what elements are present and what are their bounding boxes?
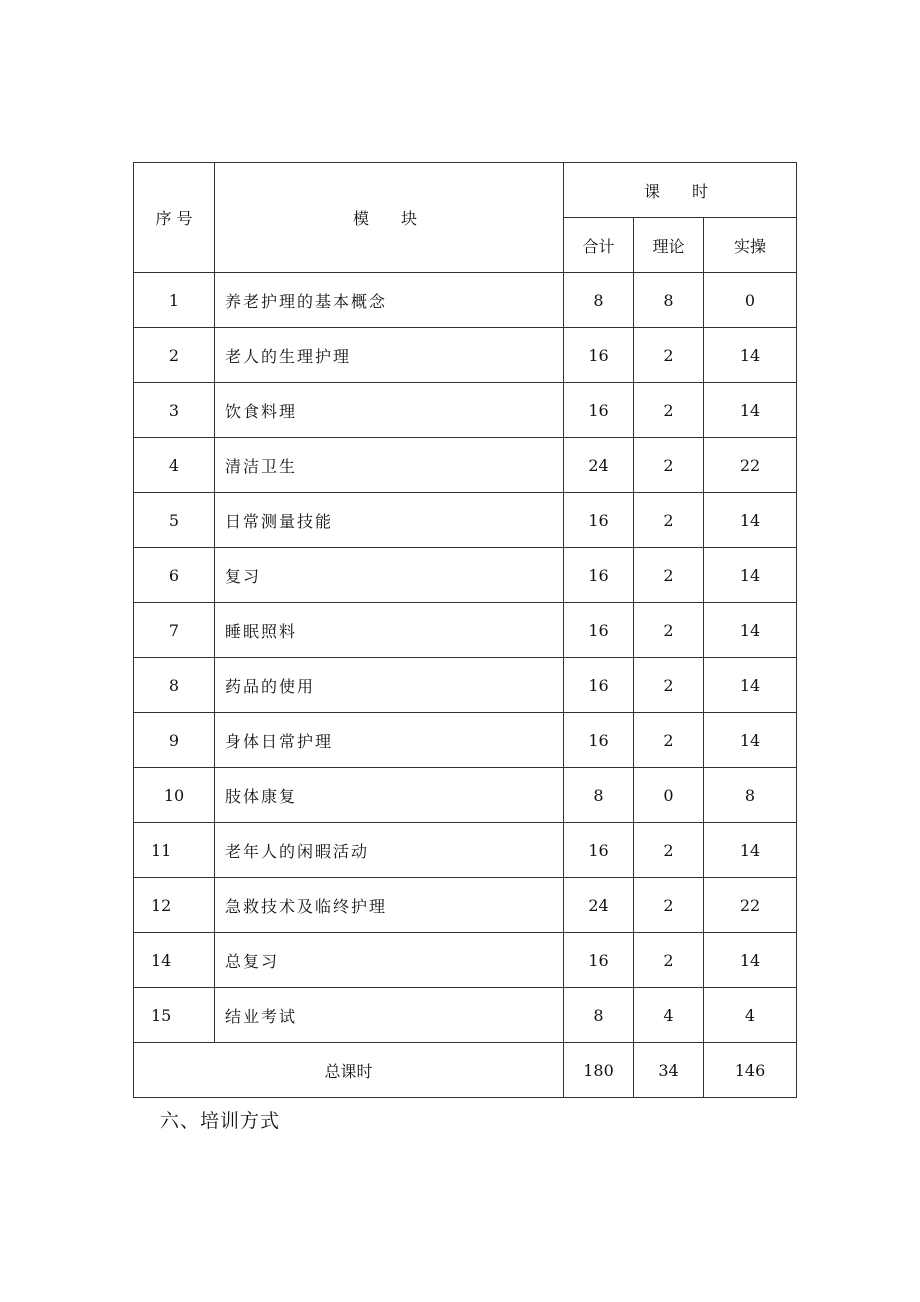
table-row [134, 548, 797, 603]
row-module: 急救技术及临终护理 [215, 878, 564, 933]
row-seq: 15 [134, 988, 215, 1043]
table-row [134, 438, 797, 493]
row-theory: 2 [634, 493, 704, 548]
header-practice: 实操 [704, 218, 797, 273]
header-seq: 序 号 [134, 163, 215, 273]
row-practice: 22 [704, 438, 797, 493]
row-total: 24 [564, 438, 634, 493]
table-row [134, 823, 797, 878]
course-hours-table [133, 162, 797, 1098]
row-seq: 1 [134, 273, 215, 328]
row-module: 清洁卫生 [215, 438, 564, 493]
row-total: 16 [564, 603, 634, 658]
row-seq: 7 [134, 603, 215, 658]
row-practice: 14 [704, 383, 797, 438]
row-practice: 14 [704, 603, 797, 658]
table-row [134, 383, 797, 438]
row-module: 肢体康复 [215, 768, 564, 823]
row-total: 8 [564, 273, 634, 328]
row-seq: 8 [134, 658, 215, 713]
row-practice: 14 [704, 328, 797, 383]
row-theory: 2 [634, 713, 704, 768]
row-seq: 6 [134, 548, 215, 603]
row-practice: 14 [704, 933, 797, 988]
row-module: 睡眠照料 [215, 603, 564, 658]
row-theory: 8 [634, 273, 704, 328]
table-row [134, 933, 797, 988]
row-theory: 2 [634, 658, 704, 713]
table-row [134, 328, 797, 383]
row-seq: 2 [134, 328, 215, 383]
table-row [134, 878, 797, 933]
row-total: 8 [564, 988, 634, 1043]
row-seq: 11 [134, 823, 215, 878]
row-total: 16 [564, 823, 634, 878]
section-heading: 六、培训方式 [160, 1110, 281, 1132]
summary-total: 180 [564, 1043, 634, 1098]
table-row [134, 768, 797, 823]
row-seq: 5 [134, 493, 215, 548]
row-module: 总复习 [215, 933, 564, 988]
row-theory: 2 [634, 438, 704, 493]
row-total: 16 [564, 658, 634, 713]
row-module: 身体日常护理 [215, 713, 564, 768]
row-seq: 12 [134, 878, 215, 933]
row-total: 16 [564, 383, 634, 438]
row-practice: 14 [704, 548, 797, 603]
row-total: 16 [564, 328, 634, 383]
row-practice: 14 [704, 658, 797, 713]
table-row [134, 658, 797, 713]
row-theory: 2 [634, 328, 704, 383]
row-practice: 4 [704, 988, 797, 1043]
row-module: 老年人的闲暇活动 [215, 823, 564, 878]
row-seq: 3 [134, 383, 215, 438]
row-module: 老人的生理护理 [215, 328, 564, 383]
row-practice: 14 [704, 493, 797, 548]
row-theory: 2 [634, 548, 704, 603]
row-practice: 8 [704, 768, 797, 823]
row-theory: 2 [634, 603, 704, 658]
row-theory: 2 [634, 823, 704, 878]
row-module: 结业考试 [215, 988, 564, 1043]
row-theory: 4 [634, 988, 704, 1043]
header-module: 模 块 [215, 163, 564, 273]
row-total: 16 [564, 933, 634, 988]
row-module: 复习 [215, 548, 564, 603]
row-total: 8 [564, 768, 634, 823]
row-theory: 2 [634, 383, 704, 438]
summary-theory: 34 [634, 1043, 704, 1098]
table-header-row [134, 163, 797, 218]
row-theory: 2 [634, 933, 704, 988]
row-theory: 2 [634, 878, 704, 933]
row-practice: 14 [704, 823, 797, 878]
row-seq: 4 [134, 438, 215, 493]
row-module: 养老护理的基本概念 [215, 273, 564, 328]
row-seq: 9 [134, 713, 215, 768]
summary-label: 总课时 [134, 1043, 564, 1098]
row-seq: 10 [134, 768, 215, 823]
row-total: 24 [564, 878, 634, 933]
row-practice: 22 [704, 878, 797, 933]
row-module: 饮食料理 [215, 383, 564, 438]
row-theory: 0 [634, 768, 704, 823]
row-module: 日常测量技能 [215, 493, 564, 548]
table-row [134, 713, 797, 768]
row-total: 16 [564, 493, 634, 548]
row-module: 药品的使用 [215, 658, 564, 713]
header-theory: 理论 [634, 218, 704, 273]
table-row [134, 603, 797, 658]
row-total: 16 [564, 713, 634, 768]
row-practice: 0 [704, 273, 797, 328]
row-total: 16 [564, 548, 634, 603]
table-row [134, 988, 797, 1043]
summary-row [134, 1043, 797, 1098]
row-practice: 14 [704, 713, 797, 768]
header-total: 合计 [564, 218, 634, 273]
summary-practice: 146 [704, 1043, 797, 1098]
header-hours: 课 时 [564, 163, 797, 218]
row-seq: 14 [134, 933, 215, 988]
table-row [134, 273, 797, 328]
table-row [134, 493, 797, 548]
